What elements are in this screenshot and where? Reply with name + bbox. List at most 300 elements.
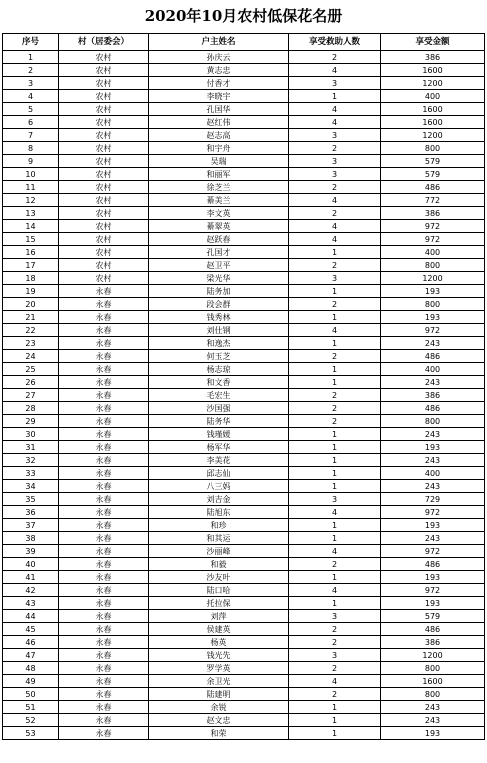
cell-household-head: 钱秀林	[149, 311, 289, 324]
cell-village: 农村	[59, 272, 149, 285]
cell-amount: 579	[381, 155, 485, 168]
cell-beneficiary-count: 4	[289, 584, 381, 597]
cell-beneficiary-count: 4	[289, 233, 381, 246]
cell-serial-number: 11	[3, 181, 59, 194]
cell-beneficiary-count: 2	[289, 415, 381, 428]
cell-village: 农村	[59, 233, 149, 246]
cell-serial-number: 15	[3, 233, 59, 246]
cell-serial-number: 25	[3, 363, 59, 376]
cell-village: 永春	[59, 324, 149, 337]
cell-serial-number: 33	[3, 467, 59, 480]
cell-beneficiary-count: 2	[289, 350, 381, 363]
cell-serial-number: 1	[3, 51, 59, 64]
table-row	[3, 155, 485, 168]
table-row	[3, 233, 485, 246]
cell-serial-number: 8	[3, 142, 59, 155]
cell-village: 永春	[59, 493, 149, 506]
cell-amount: 486	[381, 402, 485, 415]
cell-household-head: 梁光华	[149, 272, 289, 285]
cell-amount: 1200	[381, 272, 485, 285]
cell-household-head: 邱志仙	[149, 467, 289, 480]
cell-household-head: 陆务加	[149, 285, 289, 298]
cell-beneficiary-count: 3	[289, 168, 381, 181]
cell-amount: 243	[381, 532, 485, 545]
cell-serial-number: 13	[3, 207, 59, 220]
table-row	[3, 402, 485, 415]
cell-serial-number: 27	[3, 389, 59, 402]
cell-amount: 193	[381, 441, 485, 454]
table-header-row	[3, 34, 485, 51]
cell-amount: 800	[381, 298, 485, 311]
cell-amount: 386	[381, 51, 485, 64]
table-row	[3, 662, 485, 675]
cell-village: 农村	[59, 103, 149, 116]
cell-beneficiary-count: 1	[289, 480, 381, 493]
cell-household-head: 孔国才	[149, 246, 289, 259]
cell-amount: 1600	[381, 116, 485, 129]
cell-household-head: 罗学英	[149, 662, 289, 675]
cell-amount: 400	[381, 246, 485, 259]
table-row	[3, 51, 485, 64]
table-row	[3, 77, 485, 90]
cell-amount: 243	[381, 428, 485, 441]
cell-beneficiary-count: 1	[289, 441, 381, 454]
table-row	[3, 298, 485, 311]
table-row	[3, 545, 485, 558]
table-row	[3, 90, 485, 103]
cell-beneficiary-count: 1	[289, 246, 381, 259]
cell-amount: 972	[381, 233, 485, 246]
cell-amount: 800	[381, 142, 485, 155]
table-row	[3, 428, 485, 441]
cell-household-head: 段会群	[149, 298, 289, 311]
table-row	[3, 168, 485, 181]
table-row	[3, 688, 485, 701]
cell-village: 永春	[59, 441, 149, 454]
cell-serial-number: 29	[3, 415, 59, 428]
cell-serial-number: 2	[3, 64, 59, 77]
table-row	[3, 363, 485, 376]
cell-village: 永春	[59, 363, 149, 376]
cell-household-head: 钱瑾媛	[149, 428, 289, 441]
table-row	[3, 350, 485, 363]
cell-beneficiary-count: 2	[289, 558, 381, 571]
cell-serial-number: 3	[3, 77, 59, 90]
cell-beneficiary-count: 4	[289, 116, 381, 129]
cell-village: 永春	[59, 350, 149, 363]
cell-village: 永春	[59, 415, 149, 428]
table-row	[3, 142, 485, 155]
cell-amount: 972	[381, 220, 485, 233]
cell-beneficiary-count: 1	[289, 701, 381, 714]
table-row	[3, 597, 485, 610]
cell-village: 农村	[59, 129, 149, 142]
cell-amount: 1200	[381, 77, 485, 90]
cell-village: 永春	[59, 285, 149, 298]
cell-household-head: 陆务华	[149, 415, 289, 428]
cell-village: 农村	[59, 181, 149, 194]
cell-serial-number: 51	[3, 701, 59, 714]
table-row	[3, 272, 485, 285]
cell-serial-number: 28	[3, 402, 59, 415]
cell-serial-number: 50	[3, 688, 59, 701]
cell-serial-number: 18	[3, 272, 59, 285]
cell-village: 农村	[59, 220, 149, 233]
table-row	[3, 207, 485, 220]
cell-household-head: 和文香	[149, 376, 289, 389]
cell-beneficiary-count: 2	[289, 298, 381, 311]
cell-serial-number: 6	[3, 116, 59, 129]
cell-village: 永春	[59, 623, 149, 636]
cell-household-head: 托拉保	[149, 597, 289, 610]
cell-amount: 972	[381, 584, 485, 597]
cell-amount: 729	[381, 493, 485, 506]
cell-village: 永春	[59, 467, 149, 480]
cell-village: 永春	[59, 584, 149, 597]
cell-beneficiary-count: 4	[289, 194, 381, 207]
cell-household-head: 刘仕钢	[149, 324, 289, 337]
cell-village: 农村	[59, 259, 149, 272]
cell-household-head: 李文英	[149, 207, 289, 220]
cell-beneficiary-count: 4	[289, 220, 381, 233]
cell-amount: 243	[381, 480, 485, 493]
cell-village: 永春	[59, 389, 149, 402]
cell-amount: 1200	[381, 129, 485, 142]
cell-beneficiary-count: 2	[289, 181, 381, 194]
cell-household-head: 余锐	[149, 701, 289, 714]
cell-household-head: 和丽军	[149, 168, 289, 181]
cell-serial-number: 22	[3, 324, 59, 337]
cell-village: 农村	[59, 116, 149, 129]
cell-village: 永春	[59, 545, 149, 558]
cell-household-head: 毛宏生	[149, 389, 289, 402]
cell-village: 农村	[59, 90, 149, 103]
cell-village: 农村	[59, 155, 149, 168]
table-row	[3, 610, 485, 623]
cell-amount: 386	[381, 636, 485, 649]
cell-village: 永春	[59, 532, 149, 545]
cell-amount: 486	[381, 181, 485, 194]
cell-household-head: 黄志忠	[149, 64, 289, 77]
cell-village: 永春	[59, 506, 149, 519]
table-row	[3, 584, 485, 597]
cell-beneficiary-count: 3	[289, 129, 381, 142]
table-row	[3, 246, 485, 259]
cell-household-head: 陆旭东	[149, 506, 289, 519]
table-row	[3, 519, 485, 532]
cell-beneficiary-count: 3	[289, 77, 381, 90]
cell-village: 农村	[59, 168, 149, 181]
cell-serial-number: 42	[3, 584, 59, 597]
cell-amount: 193	[381, 519, 485, 532]
table-row	[3, 506, 485, 519]
table-row	[3, 571, 485, 584]
cell-serial-number: 20	[3, 298, 59, 311]
cell-village: 永春	[59, 636, 149, 649]
cell-beneficiary-count: 1	[289, 428, 381, 441]
cell-beneficiary-count: 2	[289, 142, 381, 155]
cell-household-head: 沙国强	[149, 402, 289, 415]
cell-serial-number: 38	[3, 532, 59, 545]
table-row	[3, 532, 485, 545]
cell-beneficiary-count: 1	[289, 714, 381, 727]
cell-serial-number: 52	[3, 714, 59, 727]
cell-beneficiary-count: 3	[289, 493, 381, 506]
cell-beneficiary-count: 1	[289, 532, 381, 545]
cell-serial-number: 5	[3, 103, 59, 116]
cell-amount: 1200	[381, 649, 485, 662]
cell-village: 农村	[59, 51, 149, 64]
table-row	[3, 636, 485, 649]
cell-village: 永春	[59, 597, 149, 610]
cell-serial-number: 4	[3, 90, 59, 103]
cell-village: 永春	[59, 662, 149, 675]
cell-amount: 800	[381, 688, 485, 701]
cell-household-head: 綦翠英	[149, 220, 289, 233]
cell-beneficiary-count: 2	[289, 207, 381, 220]
cell-beneficiary-count: 1	[289, 597, 381, 610]
cell-serial-number: 37	[3, 519, 59, 532]
cell-amount: 1600	[381, 103, 485, 116]
cell-village: 农村	[59, 64, 149, 77]
table-row	[3, 701, 485, 714]
cell-serial-number: 36	[3, 506, 59, 519]
cell-serial-number: 9	[3, 155, 59, 168]
cell-beneficiary-count: 1	[289, 285, 381, 298]
cell-amount: 800	[381, 662, 485, 675]
cell-beneficiary-count: 4	[289, 675, 381, 688]
table-row	[3, 480, 485, 493]
cell-village: 永春	[59, 480, 149, 493]
cell-amount: 486	[381, 623, 485, 636]
cell-village: 永春	[59, 558, 149, 571]
cell-beneficiary-count: 4	[289, 506, 381, 519]
header-amount: 享受金额	[381, 34, 485, 51]
table-row	[3, 727, 485, 740]
cell-village: 永春	[59, 454, 149, 467]
table-row	[3, 103, 485, 116]
cell-beneficiary-count: 4	[289, 545, 381, 558]
cell-beneficiary-count: 1	[289, 311, 381, 324]
cell-beneficiary-count: 3	[289, 610, 381, 623]
cell-serial-number: 17	[3, 259, 59, 272]
table-row	[3, 220, 485, 233]
cell-serial-number: 24	[3, 350, 59, 363]
cell-serial-number: 21	[3, 311, 59, 324]
cell-village: 农村	[59, 194, 149, 207]
table-row	[3, 311, 485, 324]
cell-amount: 243	[381, 376, 485, 389]
cell-amount: 243	[381, 701, 485, 714]
cell-beneficiary-count: 3	[289, 272, 381, 285]
cell-amount: 772	[381, 194, 485, 207]
table-row	[3, 285, 485, 298]
cell-beneficiary-count: 1	[289, 519, 381, 532]
table-row	[3, 623, 485, 636]
table-row	[3, 558, 485, 571]
cell-serial-number: 34	[3, 480, 59, 493]
cell-household-head: 何玉芝	[149, 350, 289, 363]
cell-village: 农村	[59, 142, 149, 155]
cell-household-head: 赵跃春	[149, 233, 289, 246]
cell-amount: 386	[381, 389, 485, 402]
cell-amount: 193	[381, 597, 485, 610]
cell-household-head: 八三妈	[149, 480, 289, 493]
cell-amount: 800	[381, 415, 485, 428]
cell-household-head: 杨军华	[149, 441, 289, 454]
relief-roster-table	[2, 33, 485, 740]
cell-serial-number: 53	[3, 727, 59, 740]
cell-household-head: 赵卫平	[149, 259, 289, 272]
cell-village: 永春	[59, 714, 149, 727]
cell-beneficiary-count: 4	[289, 103, 381, 116]
table-row	[3, 337, 485, 350]
cell-household-head: 余卫光	[149, 675, 289, 688]
cell-beneficiary-count: 3	[289, 649, 381, 662]
cell-household-head: 付香才	[149, 77, 289, 90]
cell-household-head: 孔国华	[149, 103, 289, 116]
cell-serial-number: 48	[3, 662, 59, 675]
cell-amount: 972	[381, 324, 485, 337]
cell-household-head: 赵红伟	[149, 116, 289, 129]
cell-beneficiary-count: 1	[289, 363, 381, 376]
cell-village: 永春	[59, 571, 149, 584]
cell-serial-number: 39	[3, 545, 59, 558]
cell-beneficiary-count: 2	[289, 623, 381, 636]
cell-household-head: 和荣	[149, 727, 289, 740]
table-row	[3, 675, 485, 688]
header-village: 村（居委会）	[59, 34, 149, 51]
cell-household-head: 和其运	[149, 532, 289, 545]
cell-beneficiary-count: 2	[289, 402, 381, 415]
cell-village: 永春	[59, 610, 149, 623]
table-row	[3, 389, 485, 402]
cell-amount: 486	[381, 350, 485, 363]
cell-household-head: 陆口哈	[149, 584, 289, 597]
cell-village: 永春	[59, 519, 149, 532]
cell-village: 永春	[59, 701, 149, 714]
cell-village: 农村	[59, 77, 149, 90]
cell-beneficiary-count: 1	[289, 337, 381, 350]
cell-serial-number: 44	[3, 610, 59, 623]
table-row	[3, 649, 485, 662]
cell-serial-number: 49	[3, 675, 59, 688]
cell-village: 永春	[59, 649, 149, 662]
header-serial-number: 序号	[3, 34, 59, 51]
cell-serial-number: 46	[3, 636, 59, 649]
cell-beneficiary-count: 4	[289, 324, 381, 337]
cell-amount: 972	[381, 545, 485, 558]
table-row	[3, 324, 485, 337]
cell-village: 永春	[59, 376, 149, 389]
cell-amount: 1600	[381, 675, 485, 688]
cell-serial-number: 7	[3, 129, 59, 142]
cell-household-head: 钱光先	[149, 649, 289, 662]
cell-serial-number: 19	[3, 285, 59, 298]
cell-household-head: 陆建明	[149, 688, 289, 701]
cell-serial-number: 14	[3, 220, 59, 233]
cell-amount: 579	[381, 610, 485, 623]
cell-serial-number: 32	[3, 454, 59, 467]
cell-amount: 486	[381, 558, 485, 571]
cell-serial-number: 23	[3, 337, 59, 350]
cell-serial-number: 26	[3, 376, 59, 389]
cell-household-head: 赵志高	[149, 129, 289, 142]
cell-household-head: 杨英	[149, 636, 289, 649]
cell-amount: 800	[381, 259, 485, 272]
cell-serial-number: 12	[3, 194, 59, 207]
cell-beneficiary-count: 1	[289, 727, 381, 740]
cell-village: 永春	[59, 402, 149, 415]
cell-village: 永春	[59, 337, 149, 350]
cell-amount: 193	[381, 285, 485, 298]
cell-amount: 193	[381, 311, 485, 324]
table-row	[3, 194, 485, 207]
cell-household-head: 刘萍	[149, 610, 289, 623]
table-row	[3, 129, 485, 142]
page-title: 2020年10月农村低保花名册	[144, 7, 343, 25]
cell-village: 永春	[59, 688, 149, 701]
cell-household-head: 沙丽峰	[149, 545, 289, 558]
table-row	[3, 441, 485, 454]
cell-beneficiary-count: 2	[289, 662, 381, 675]
cell-serial-number: 43	[3, 597, 59, 610]
cell-serial-number: 10	[3, 168, 59, 181]
cell-household-head: 和宇舟	[149, 142, 289, 155]
table-row	[3, 493, 485, 506]
table-row	[3, 454, 485, 467]
cell-beneficiary-count: 1	[289, 571, 381, 584]
cell-village: 永春	[59, 428, 149, 441]
cell-beneficiary-count: 1	[289, 467, 381, 480]
cell-household-head: 吴瑞	[149, 155, 289, 168]
cell-household-head: 和珍	[149, 519, 289, 532]
cell-household-head: 李美花	[149, 454, 289, 467]
cell-amount: 386	[381, 207, 485, 220]
table-row	[3, 64, 485, 77]
cell-household-head: 刘吉金	[149, 493, 289, 506]
cell-household-head: 李晓宇	[149, 90, 289, 103]
table-row	[3, 467, 485, 480]
cell-household-head: 赵文忠	[149, 714, 289, 727]
cell-beneficiary-count: 2	[289, 259, 381, 272]
cell-amount: 193	[381, 727, 485, 740]
cell-household-head: 孙庆云	[149, 51, 289, 64]
cell-serial-number: 45	[3, 623, 59, 636]
cell-amount: 193	[381, 571, 485, 584]
cell-beneficiary-count: 2	[289, 389, 381, 402]
cell-village: 永春	[59, 311, 149, 324]
cell-serial-number: 31	[3, 441, 59, 454]
cell-beneficiary-count: 3	[289, 155, 381, 168]
cell-household-head: 徐芝兰	[149, 181, 289, 194]
cell-amount: 972	[381, 506, 485, 519]
table-row	[3, 714, 485, 727]
cell-village: 永春	[59, 298, 149, 311]
cell-serial-number: 16	[3, 246, 59, 259]
table-row	[3, 415, 485, 428]
cell-beneficiary-count: 1	[289, 90, 381, 103]
cell-amount: 243	[381, 337, 485, 350]
cell-serial-number: 35	[3, 493, 59, 506]
table-row	[3, 116, 485, 129]
table-row	[3, 376, 485, 389]
cell-amount: 579	[381, 168, 485, 181]
table-row	[3, 259, 485, 272]
cell-beneficiary-count: 1	[289, 454, 381, 467]
cell-serial-number: 41	[3, 571, 59, 584]
cell-household-head: 和毅	[149, 558, 289, 571]
